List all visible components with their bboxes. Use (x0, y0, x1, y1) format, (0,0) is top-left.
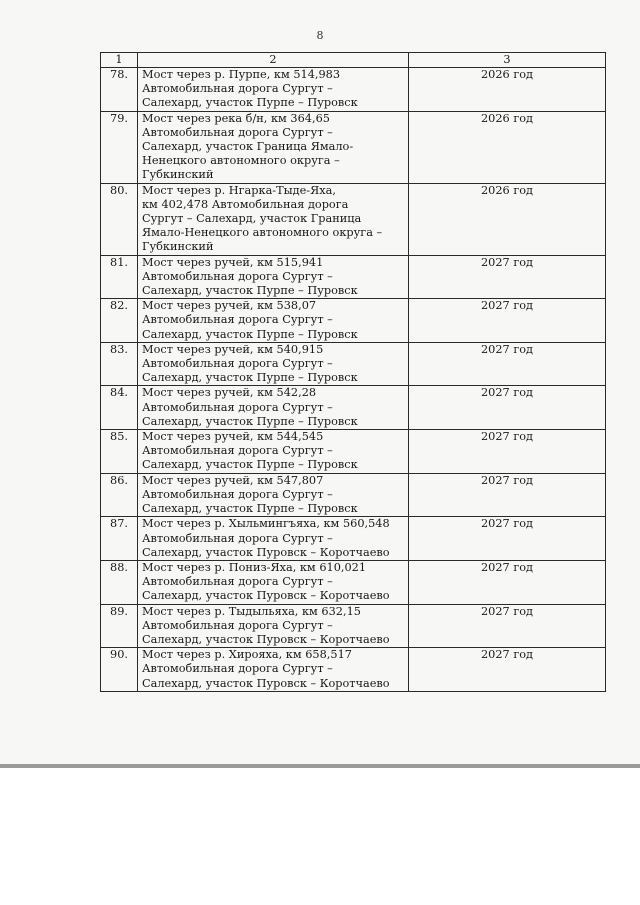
description-line: Автомобильная дорога Сургут – (142, 487, 333, 501)
description-line: Салехард, участок Пуровск – Коротчаево (142, 632, 390, 646)
table-row (101, 111, 606, 183)
description-line: Мост через река б/н, км 364,65 (142, 111, 330, 125)
completion-year: 2027 год (409, 342, 606, 386)
bridge-description (138, 111, 409, 183)
completion-year: 2027 год (409, 648, 606, 692)
description-line: Автомобильная дорога Сургут – (142, 444, 333, 458)
description-line: Мост через р. Хирояха, км 658,517 (142, 648, 352, 662)
description-line: Мост через р. Нгарка-Тыде-Яха, (142, 183, 336, 197)
description-line: Автомобильная дорога Сургут – (142, 125, 333, 139)
description-line: Мост через р. Пониз-Яха, км 610,021 (142, 560, 367, 574)
bridge-schedule-table (100, 52, 606, 692)
table-row (101, 386, 606, 430)
description-line: Мост через ручей, км 540,915 (142, 342, 324, 356)
completion-year: 2027 год (409, 560, 606, 604)
description-line: Мост через ручей, км 547,807 (142, 473, 324, 487)
table-row (101, 299, 606, 343)
description-line: Салехард, участок Пурпе – Пуровск (142, 327, 358, 341)
row-number: 80. (101, 183, 138, 255)
bridge-description (138, 430, 409, 474)
description-line: Мост через ручей, км 544,545 (142, 430, 324, 444)
bridge-description (138, 648, 409, 692)
table-row (101, 183, 606, 255)
bridge-description (138, 68, 409, 112)
row-number: 90. (101, 648, 138, 692)
header-col-description: 2 (138, 53, 409, 68)
row-number: 81. (101, 255, 138, 299)
description-line: Мост через р. Пурпе, км 514,983 (142, 68, 341, 81)
row-number: 87. (101, 517, 138, 561)
completion-year: 2027 год (409, 473, 606, 517)
description-line: Салехард, участок Пурпе – Пуровск (142, 502, 358, 516)
description-line: Сургут – Салехард, участок Граница (142, 212, 362, 226)
description-line: Автомобильная дорога Сургут – (142, 662, 333, 676)
row-number: 79. (101, 111, 138, 183)
description-line: Мост через р. Хыльмингъяха, км 560,548 (142, 517, 390, 531)
table-row (101, 648, 606, 692)
description-line: Салехард, участок Граница Ямало- (142, 140, 354, 154)
description-line: Губкинский (142, 168, 214, 182)
description-line: Мост через ручей, км 538,07 (142, 299, 317, 313)
row-number: 85. (101, 430, 138, 474)
completion-year: 2026 год (409, 111, 606, 183)
row-number: 86. (101, 473, 138, 517)
description-line: Автомобильная дорога Сургут – (142, 313, 333, 327)
description-line: Автомобильная дорога Сургут – (142, 575, 333, 589)
bridge-description (138, 183, 409, 255)
bridge-description (138, 255, 409, 299)
description-line: Автомобильная дорога Сургут – (142, 531, 333, 545)
table-row (101, 560, 606, 604)
completion-year: 2026 год (409, 183, 606, 255)
description-line: Мост через ручей, км 515,941 (142, 255, 324, 269)
row-number: 83. (101, 342, 138, 386)
bridge-description (138, 560, 409, 604)
bridge-description (138, 299, 409, 343)
description-line: Автомобильная дорога Сургут – (142, 618, 333, 632)
header-col-number: 1 (101, 53, 138, 68)
description-line: Мост через р. Тыдыльяха, км 632,15 (142, 604, 361, 618)
bridge-description (138, 386, 409, 430)
description-line: Салехард, участок Пурпе – Пуровск (142, 284, 358, 298)
description-line: Автомобильная дорога Сургут – (142, 269, 333, 283)
table-body (101, 53, 606, 692)
description-line: Салехард, участок Пурпе – Пуровск (142, 96, 358, 110)
row-number: 82. (101, 299, 138, 343)
description-line: Салехард, участок Пурпе – Пуровск (142, 371, 358, 385)
completion-year: 2027 год (409, 386, 606, 430)
table-row (101, 342, 606, 386)
description-line: Автомобильная дорога Сургут – (142, 400, 333, 414)
completion-year: 2027 год (409, 430, 606, 474)
description-line: Губкинский (142, 240, 214, 254)
row-number: 84. (101, 386, 138, 430)
description-line: Салехард, участок Пуровск – Коротчаево (142, 589, 390, 603)
table-header-row (101, 53, 606, 68)
table-row (101, 604, 606, 648)
page-number: 8 (316, 29, 324, 42)
description-line: Автомобильная дорога Сургут – (142, 82, 333, 96)
header-col-year: 3 (409, 53, 606, 68)
description-line: Мост через ручей, км 542,28 (142, 386, 317, 400)
description-line: Салехард, участок Пурпе – Пуровск (142, 458, 358, 472)
bridge-description (138, 342, 409, 386)
table-row (101, 517, 606, 561)
description-line: Автомобильная дорога Сургут – (142, 357, 333, 371)
completion-year: 2027 год (409, 604, 606, 648)
completion-year: 2026 год (409, 68, 606, 112)
description-line: Салехард, участок Пуровск – Коротчаево (142, 676, 390, 690)
row-number: 89. (101, 604, 138, 648)
completion-year: 2027 год (409, 299, 606, 343)
row-number: 78. (101, 68, 138, 112)
row-number: 88. (101, 560, 138, 604)
table-row (101, 68, 606, 112)
completion-year: 2027 год (409, 255, 606, 299)
description-line: Салехард, участок Пуровск – Коротчаево (142, 545, 390, 559)
completion-year: 2027 год (409, 517, 606, 561)
description-line: км 402,478 Автомобильная дорога (142, 197, 349, 211)
bridge-description (138, 473, 409, 517)
bridge-description (138, 517, 409, 561)
table-row (101, 430, 606, 474)
description-line: Ненецкого автономного округа – (142, 154, 340, 168)
description-line: Ямало-Ненецкого автономного округа – (142, 226, 383, 240)
table-row (101, 473, 606, 517)
bridge-description (138, 604, 409, 648)
table-row (101, 255, 606, 299)
description-line: Салехард, участок Пурпе – Пуровск (142, 414, 358, 428)
